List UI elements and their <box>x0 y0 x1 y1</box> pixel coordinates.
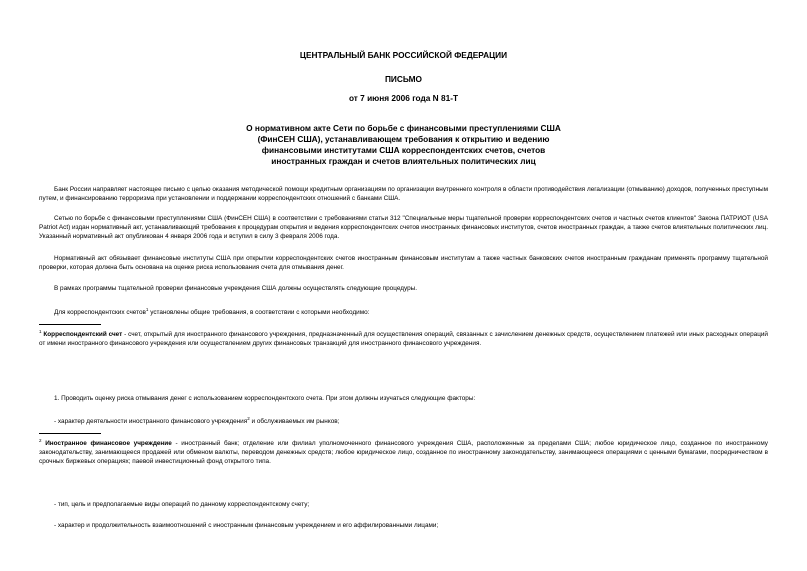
footnote-2-number: 2 <box>39 438 42 443</box>
bank-name: ЦЕНТРАЛЬНЫЙ БАНК РОССИЙСКОЙ ФЕДЕРАЦИИ <box>299 50 508 60</box>
paragraph-correspondent-accounts: Для корреспондентских счетов$^1$ установлены общие требования, в соответствии с которыми необходимо: <box>54 307 370 316</box>
title-line-3: финансовыми институтами США корреспондентских счетов, счетов <box>261 145 546 155</box>
footnote-separator <box>39 433 101 434</box>
document-date: от 7 июня 2006 года N 81-Т <box>348 93 459 103</box>
paragraph-procedures: В рамках программы тщательной проверки финансовые учреждения США должны осуществлять следующие процедуры. <box>54 285 418 292</box>
footnote-1-term: Корреспондентский счет <box>43 331 123 338</box>
list-item-activity: - характер деятельности иностранного финансового учреждения$^2$ и обслуживаемых им рынков; <box>54 416 340 425</box>
footnote-2-term: Иностранное финансовое учреждение <box>45 440 172 447</box>
list-item-operations: - тип, цель и предполагаемые виды операций по данному корреспондентскому счету; <box>54 501 310 508</box>
title-line-4: иностранных граждан и счетов влиятельных политических лиц <box>271 156 536 166</box>
paragraph-intro: Банк России направляет настоящее письмо с целью оказания методической помощи кредитным организациям по организации внутреннего контроля в области противодействия легализации (отмыванию) доходов, полученных преступным путем, и финансированию терроризма при установлении и поддержании корреспондентских отношений с банками США. <box>39 186 768 203</box>
footnote-1: $^1$ Корреспондентский счет - счет, открытый для иностранного финансового учреждения, предназначенный для осуществления операций, связанных с зачислением денежных средств, осуществлением платежей или иных расходных операций от имени иностранного финансового учреждения или осуществлением других финансовых транзакций для иностранного финансового учреждения. <box>39 329 768 348</box>
paragraph-fincen: Сетью по борьбе с финансовыми преступлениями США (ФинСЕН США) в соответствии с требованиями статьи 312 "Специальные меры тщательной проверки корреспондентских счетов и частных счетов клиентов" Закона ПАТРИОТ (USA Patriot Act) издан нормативный акт, устанавливающий требования к процедурам открытия и ведения корреспондентских счетов иностранных финансовых институтов, счетов иностранных граждан, а также счетов влиятельных политических лиц. Указанный нормативный акт опубликован 4 января 2006 года и вступил в силу 3 февраля 2006 года. <box>39 215 768 241</box>
footnote-2: $^2$ Иностранное финансовое учреждение - иностранный банк; отделение или филиал уполномоченного финансового учреждения США, расположенные за пределами США; любое юридическое лицо, созданное по иностранному законодательству, занимающееся продажей или обменом валюты, переводом денежных средств; любое юридическое лицо, созданное по иностранному законодательству, занимающееся операциями с ценными бумагами, посредничеством в срочных биржевых операциях; паевой инвестиционный фонд открытого типа. <box>39 438 768 466</box>
paragraph-obligation: Нормативный акт обязывает финансовые институты США при открытии корреспондентских счетов иностранным финансовым институтам а также частных банковских счетов иностранным гражданам применять программу тщательной проверки, которая должна быть основана на оценке риска использования счета для отмывания денег. <box>39 255 768 272</box>
footnote-ref-1[interactable]: 1 <box>145 307 149 312</box>
paragraph-risk-assessment: 1. Проводить оценку риска отмывания денег с использованием корреспондентского счета. При этом должны изучаться следующие факторы: <box>54 395 476 402</box>
footnote-ref-2[interactable]: 2 <box>247 416 250 421</box>
title-line-1: О нормативном акте Сети по борьбе с финансовыми преступлениями США <box>246 123 561 133</box>
title-line-2: (ФинСЕН США), устанавливающем требования к открытию и ведению <box>257 134 550 144</box>
document-type: ПИСЬМО <box>384 74 423 84</box>
footnote-separator <box>39 324 101 325</box>
list-item-relationship: - характер и продолжительность взаимоотношений с иностранным финансовым учреждением и его аффилированными лицами; <box>54 522 439 529</box>
footnote-1-number: 1 <box>39 329 42 334</box>
